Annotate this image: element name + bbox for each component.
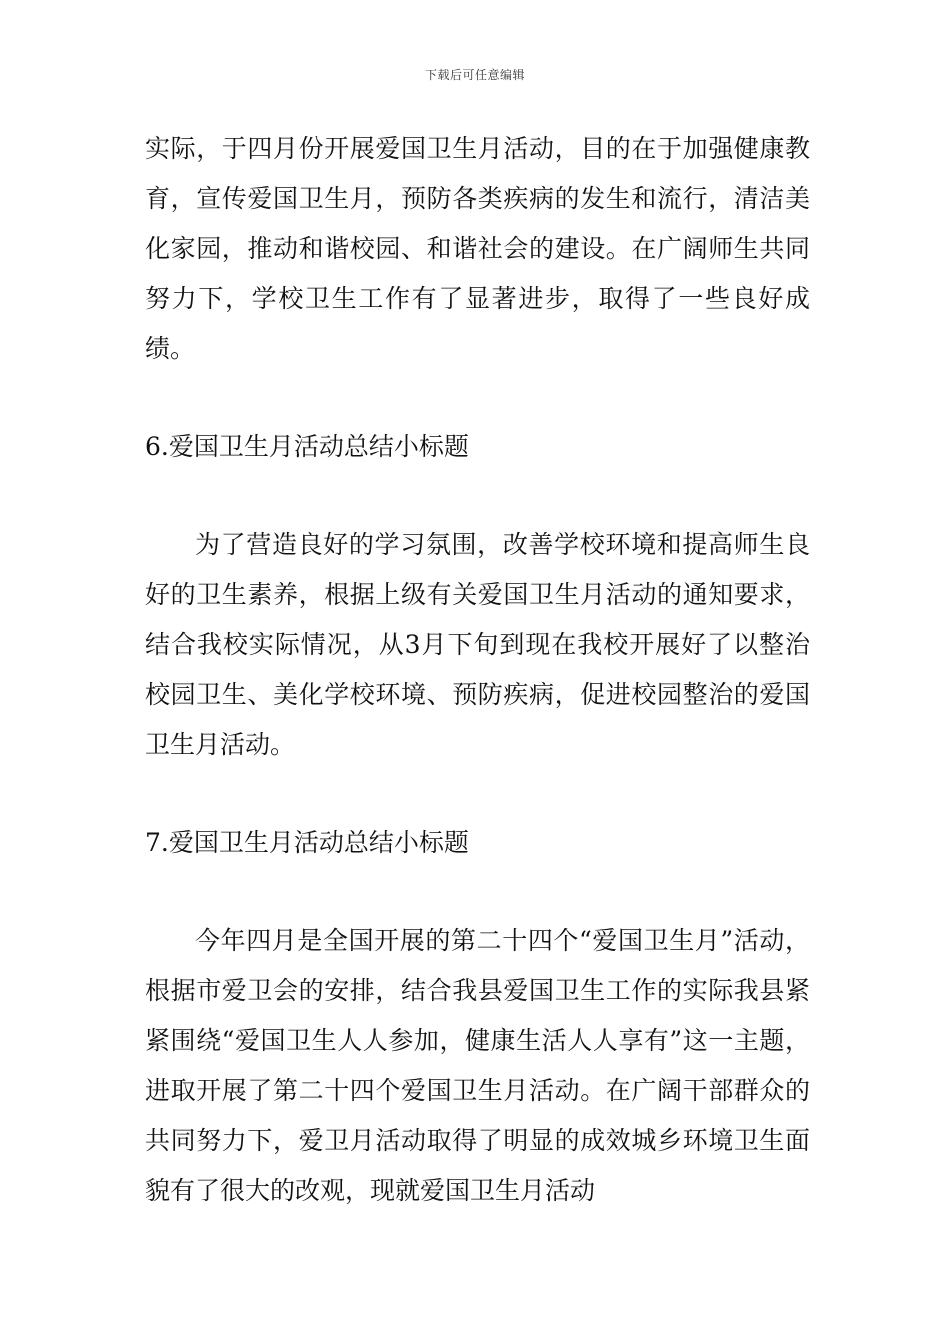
paragraph-section-6: 为了营造良好的学习氛围，改善学校环境和提高师生良好的卫生素养，根据上级有关爱国卫生月活动的通知要求，结合我校实际情况，从3月下旬到现在我校开展好了以整治校园卫生、美化学校环境、预防疾病，促进校园整治的爱国卫生月活动。 (145, 530, 810, 759)
paragraph-spacer (145, 374, 810, 422)
section-heading-6: 6.爱国卫生月活动总结小标题 (145, 432, 469, 461)
section-heading-7: 7.爱国卫生月活动总结小标题 (145, 828, 469, 857)
heading-spacer (145, 868, 810, 916)
paragraph-spacer (145, 770, 810, 818)
paragraph-continued: 实际，于四月份开展爱国卫生月活动，目的在于加强健康教育，宣传爱国卫生月，预防各类疾病的发生和流行，清洁美化家园，推动和谐校园、和谐社会的建设。在广阔师生共同努力下，学校卫生工作有了显著进步，取得了一些良好成绩。 (145, 134, 810, 363)
document-body (145, 124, 810, 1216)
paragraph-section-7: 今年四月是全国开展的第二十四个“爱国卫生月”活动，根据市爱卫会的安排，结合我县爱国卫生工作的实际我县紧紧围绕“爱国卫生人人参加，健康生活人人享有”这一主题，进取开展了第二十四个爱国卫生月活动。在广阔干部群众的共同努力下，爱卫月活动取得了明显的成效城乡环境卫生面貌有了很大的改观，现就爱国卫生月活动 (145, 926, 810, 1205)
heading-spacer (145, 472, 810, 520)
page-header-note: 下载后可任意编辑 (424, 68, 525, 82)
